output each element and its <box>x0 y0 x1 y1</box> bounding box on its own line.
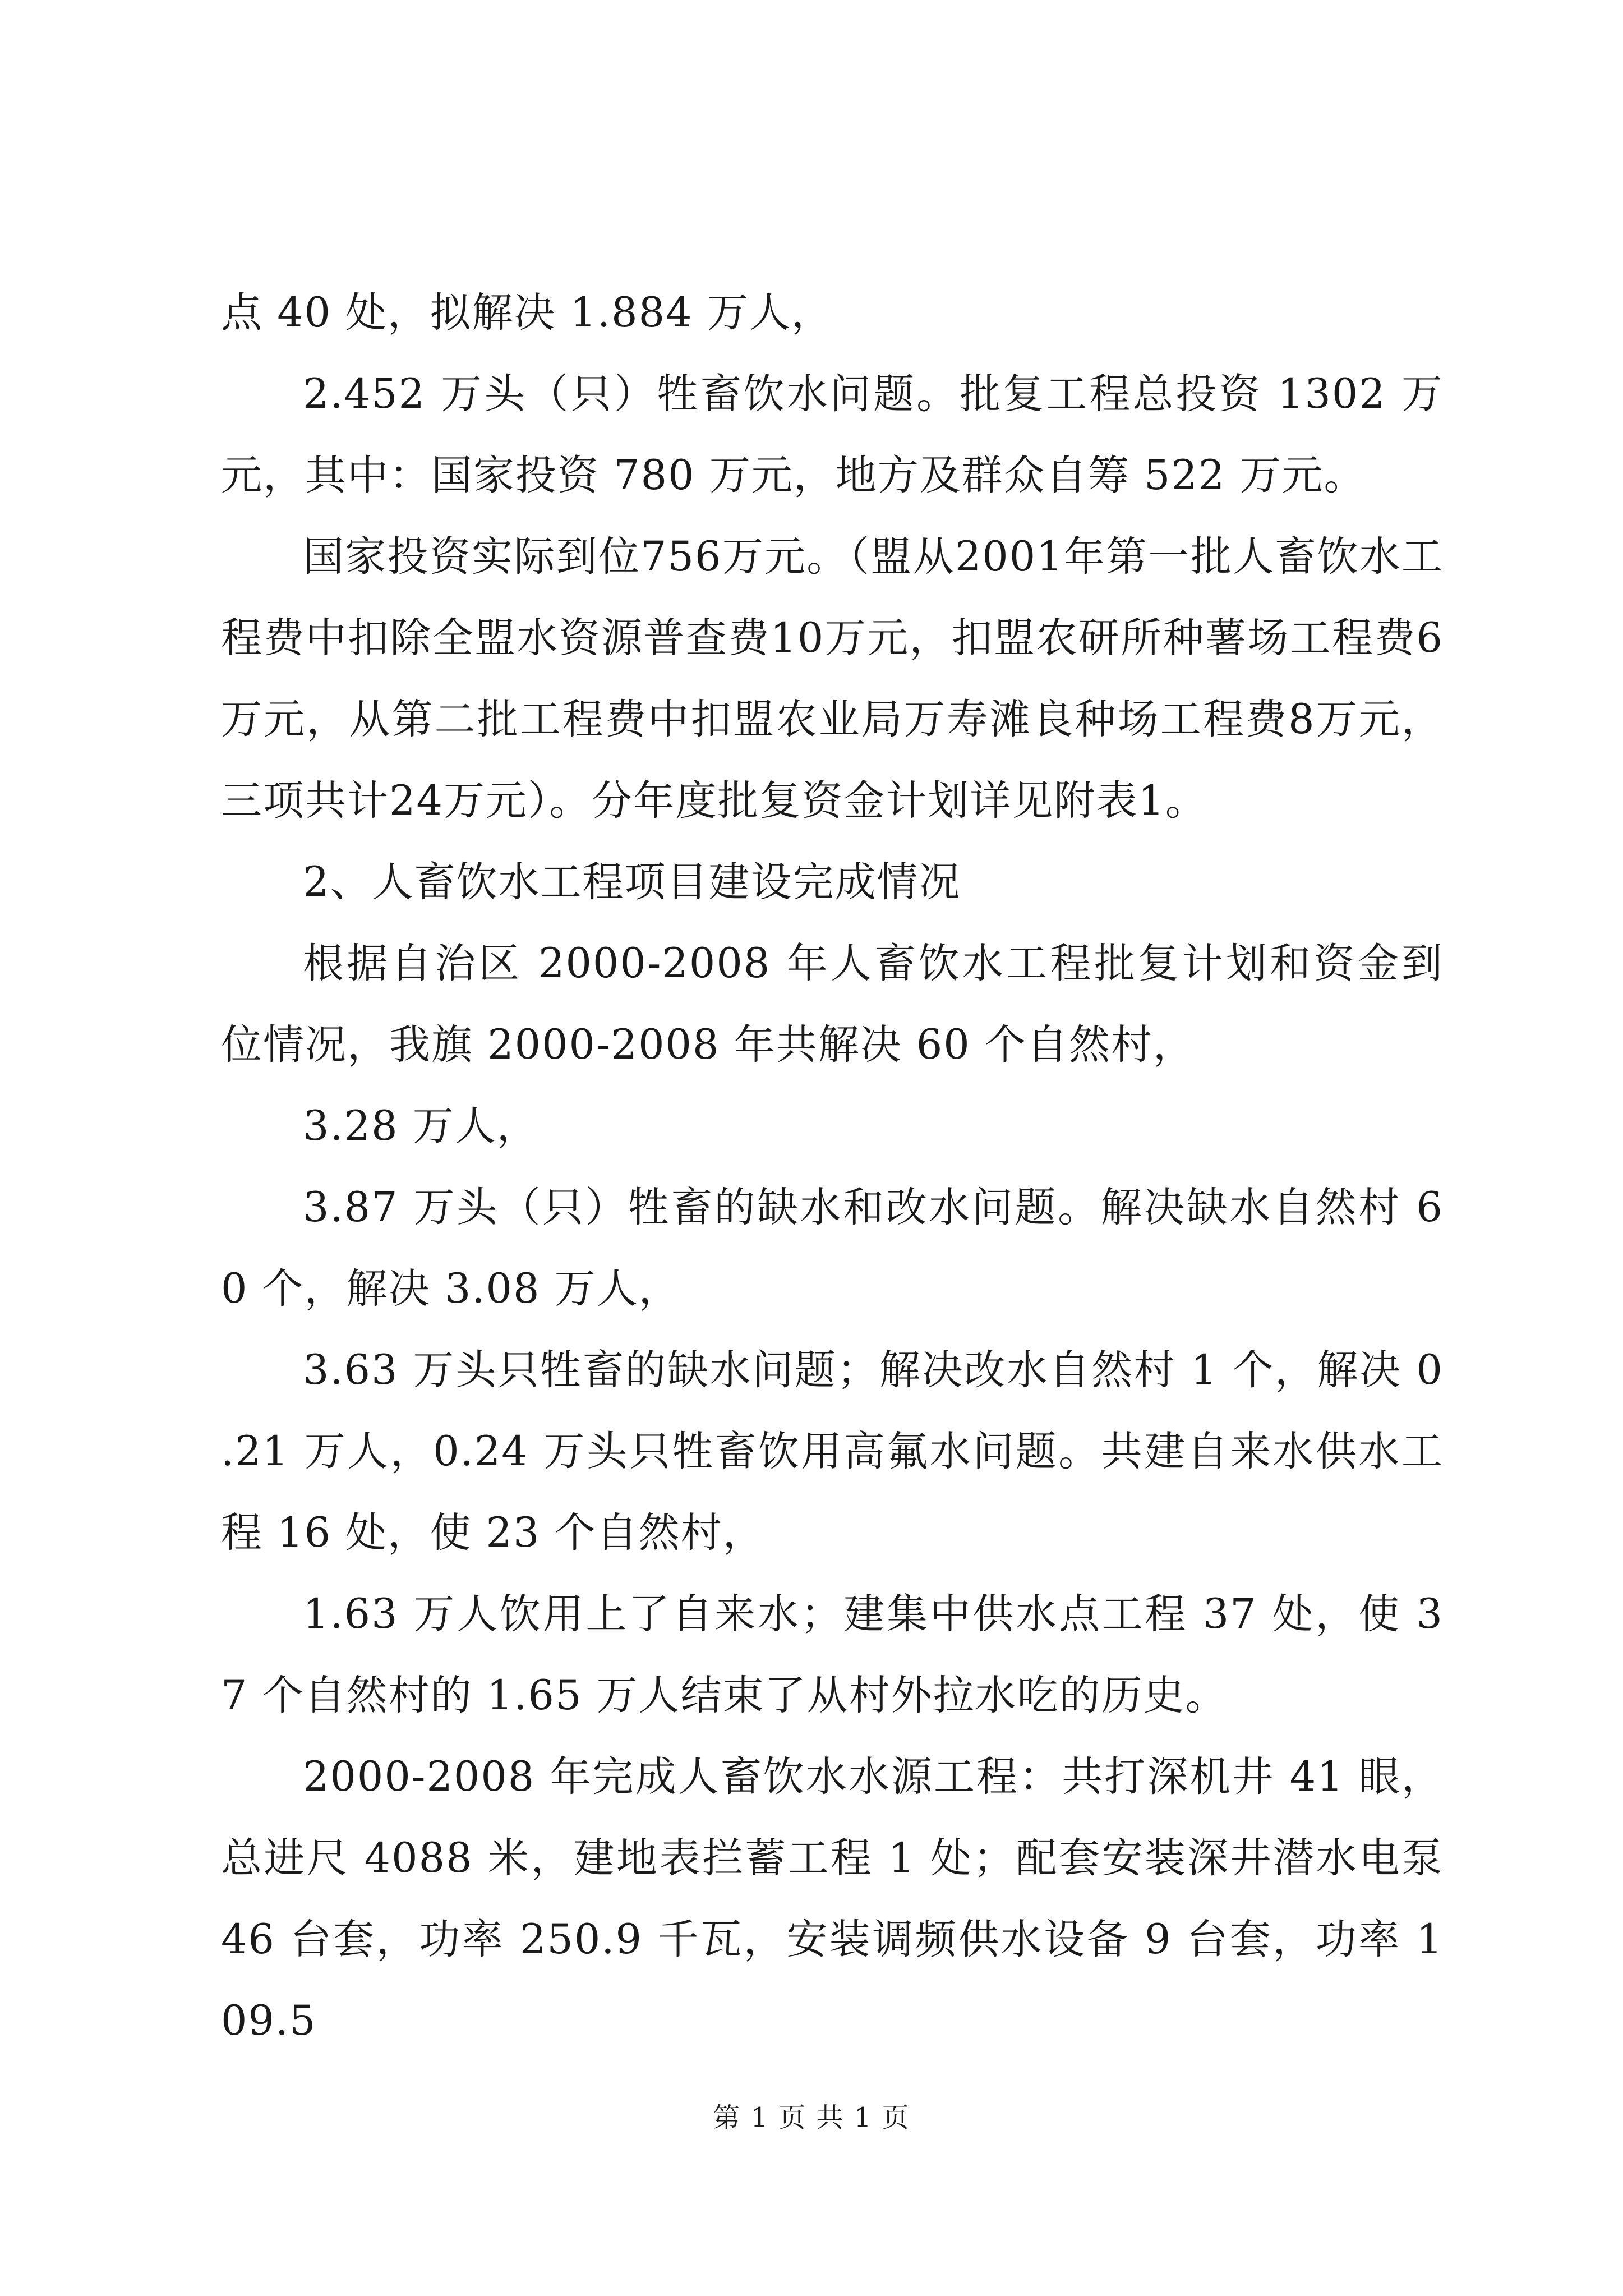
paragraph-water-source-works: 2000-2008 年完成人畜饮水水源工程：共打深机井 41 眼，总进尺 4088 米，建地表拦蓄工程 1 处；配套安装深井潜水电泵 46 台套，功率 250.9 千瓦，安装调频供水设备 9 台套，功率 109.5 <box>221 1753 1444 2045</box>
paragraph-fluoride-water: 3.63 万头只牲畜的缺水问题；解决改水自然村 1 个，解决 0.21 万人，0.24 万头只牲畜饮用高氟水问题。共建自来水供水工程 16 处，使 23 个自然村， <box>221 1346 1444 1557</box>
paragraph-livestock-investment: 2.452 万头（只）牲畜饮水问题。批复工程总投资 1302 万元，其中：国家投资 780 万元，地方及群众自筹 522 万元。 <box>221 370 1444 499</box>
paragraph-plan-basis: 根据自治区 2000-2008 年人畜饮水工程批复计划和资金到位情况，我旗 2000-2008 年共解决 60 个自然村， <box>221 940 1444 1069</box>
paragraph-people-count: 3.28 万人， <box>303 1102 539 1150</box>
paragraph-tap-water: 1.63 万人饮用上了自来水；建集中供水点工程 37 处，使 37 个自然村的 1.65 万人结束了从村外拉水吃的历史。 <box>221 1590 1444 1719</box>
paragraph-national-investment: 国家投资实际到位756万元。（盟从2001年第一批人畜饮水工程费中扣除全盟水资源普查费10万元，扣盟农研所种薯场工程费6万元，从第二批工程费中扣盟农业局万寿滩良种场工程费8万元，三项共计24万元）。分年度批复资金计划详见附表1。 <box>221 533 1444 825</box>
paragraph-continuation: 点 40 处，拟解决 1.884 万人， <box>221 289 833 337</box>
section-heading-completion: 2、人畜饮水工程项目建设完成情况 <box>303 858 961 906</box>
document-body <box>221 272 1444 2062</box>
paragraph-livestock-shortage: 3.87 万头（只）牲畜的缺水和改水问题。解决缺水自然村 60 个，解决 3.08 万人， <box>221 1184 1444 1313</box>
page-footer: 第 1 页 共 1 页 <box>713 2102 910 2133</box>
